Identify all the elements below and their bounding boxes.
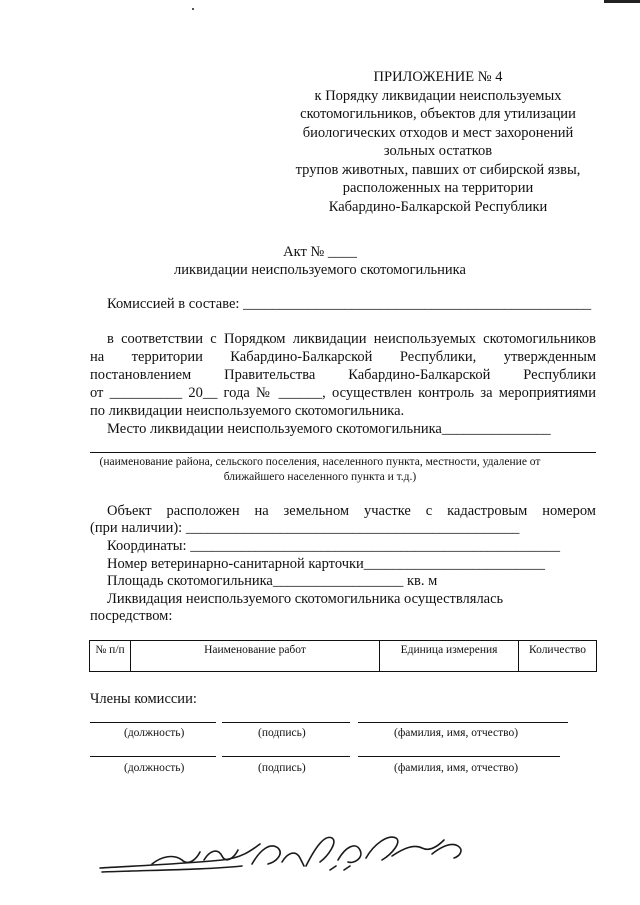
position-line	[90, 756, 216, 757]
member-position-label: (должность)	[124, 762, 185, 774]
accordance-line-1: в соответствии с Порядком ликвидации неиспользуемых скотомогильников	[107, 331, 596, 347]
header-work-name: Наименование работ	[131, 641, 380, 672]
appendix-line: зольных остатков	[383, 143, 493, 159]
scan-mark	[604, 0, 640, 3]
header-number: № п/п	[90, 641, 131, 672]
accordance-line-3: постановлением Правительства Кабардино-Балкарской Республики	[90, 367, 596, 383]
act-subtitle: ликвидации неиспользуемого скотомогильника	[174, 262, 466, 278]
appendix-line: трупов животных, павших от сибирской язвы,	[295, 161, 581, 178]
member-signature-label: (подпись)	[258, 727, 306, 739]
appendix-line: скотомогильников, объектов для утилизации	[300, 106, 576, 122]
signature-line	[222, 756, 350, 757]
signature-line	[222, 722, 350, 723]
scan-dot	[192, 8, 194, 10]
header-quantity: Количество	[519, 641, 597, 672]
appendix-header	[268, 68, 608, 216]
liquidation-line-2: посредством:	[90, 608, 173, 624]
members-title: Члены комиссии:	[90, 691, 197, 707]
appendix-line: к Порядку ликвидации неиспользуемых	[314, 87, 562, 104]
place-note-line-2: ближайшего населенного пункта и т.д.)	[223, 471, 417, 483]
place-underline	[90, 452, 596, 453]
vet-card-line: Номер ветеринарно-санитарной карточки_________________________	[107, 556, 546, 572]
place-note-line-1: (наименование района, сельского поселения, населенного пункта, местности, удаление от	[99, 456, 541, 468]
header-unit: Единица измерения	[380, 641, 519, 672]
member-name-label: (фамилия, имя, отчество)	[394, 762, 519, 774]
member-position-label: (должность)	[124, 727, 185, 739]
area-line: Площадь скотомогильника__________________ кв. м	[107, 573, 438, 589]
name-line	[358, 722, 568, 723]
member-signature-label: (подпись)	[258, 762, 306, 774]
coordinates-line: Координаты: ___________________________________________________	[107, 538, 560, 554]
commission-line: Комиссией в составе: ________________________________________________	[107, 296, 592, 312]
appendix-line: биологических отходов и мест захоронений	[302, 124, 574, 141]
appendix-line: расположенных на территории	[342, 180, 534, 196]
object-line-1: Объект расположен на земельном участке с кадастровым номером	[107, 503, 596, 519]
object-line-2: (при наличии): ______________________________________________	[90, 520, 520, 536]
handwritten-signature	[92, 820, 492, 890]
accordance-line-2: на территории Кабардино-Балкарской Республики, утвержденным	[90, 349, 596, 365]
appendix-line: Кабардино-Балкарской Республики	[328, 198, 548, 215]
appendix-title: ПРИЛОЖЕНИЕ № 4	[373, 69, 503, 85]
name-line	[358, 756, 560, 757]
member-name-label: (фамилия, имя, отчество)	[394, 727, 519, 739]
accordance-line-5: по ликвидации неиспользуемого скотомогильника.	[90, 403, 405, 419]
liquidation-line-1: Ликвидация неиспользуемого скотомогильника осуществлялась	[107, 591, 504, 607]
table-header-row	[90, 641, 597, 672]
place-line: Место ликвидации неиспользуемого скотомогильника_______________	[107, 421, 551, 437]
works-table	[89, 640, 597, 672]
accordance-line-4: от __________ 20__ года № ______, осуществлен контроль за мероприятиями	[90, 385, 596, 401]
position-line	[90, 722, 216, 723]
act-title: Акт № ____	[283, 244, 357, 260]
